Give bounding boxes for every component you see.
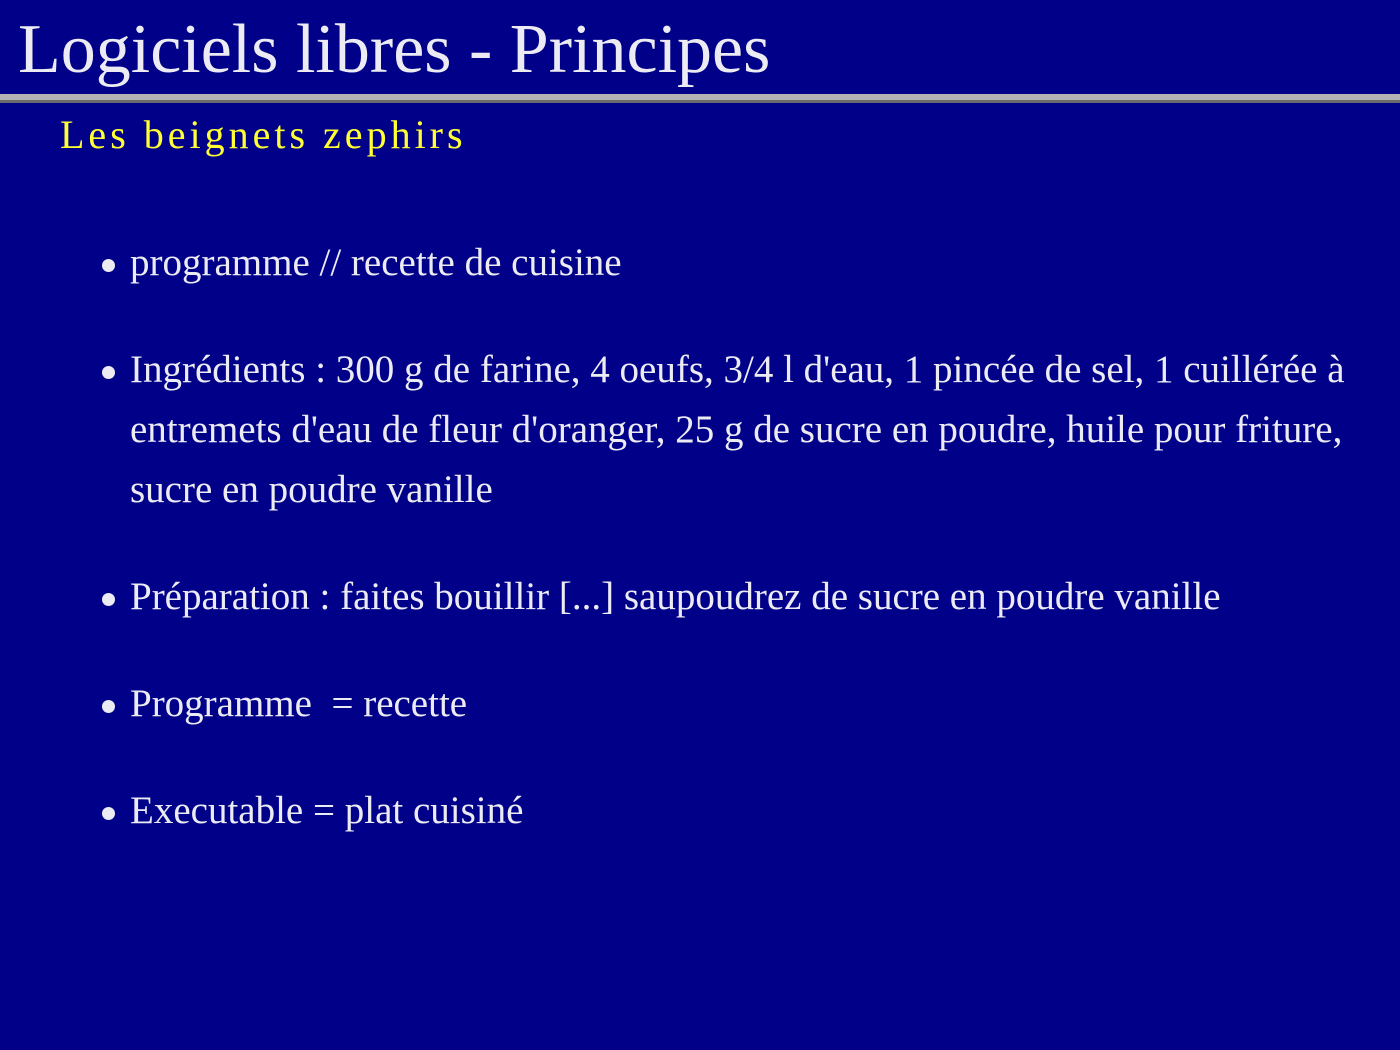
bullet-text: programme // recette de cuisine <box>130 241 622 284</box>
bullet-dot-icon <box>102 366 115 379</box>
bullet-item-programme-recette-cuisine <box>100 233 1360 293</box>
bullet-dot-icon <box>102 259 115 272</box>
bullet-dot-icon <box>102 700 115 713</box>
bullet-dot-icon <box>102 807 115 820</box>
bullet-item-ingredients <box>100 340 1360 520</box>
divider-line-dark <box>0 100 1400 103</box>
bullet-text: Ingrédients : 300 g de farine, 4 oeufs, 3/4 l d'eau, 1 pincée de sel, 1 cuillérée à entremets d'eau de fleur d'oranger, 25 g de sucre en poudre, huile pour friture, sucre en poudre vanille <box>130 348 1345 511</box>
bullet-item-preparation <box>100 567 1360 627</box>
bullet-text: Programme = recette <box>130 682 468 725</box>
bullet-dot-icon <box>102 593 115 606</box>
title-divider <box>0 94 1400 104</box>
bullet-list <box>100 233 1360 888</box>
bullet-text: Executable = plat cuisiné <box>130 789 524 832</box>
bullet-item-programme-egal-recette <box>100 674 1360 734</box>
slide-subtitle: Les beignets zephirs <box>60 112 467 157</box>
bullet-text: Préparation : faites bouillir [...] saupoudrez de sucre en poudre vanille <box>130 575 1221 618</box>
bullet-item-executable-plat-cuisine <box>100 781 1360 841</box>
slide-title: Logiciels libres - Principes <box>18 11 771 88</box>
